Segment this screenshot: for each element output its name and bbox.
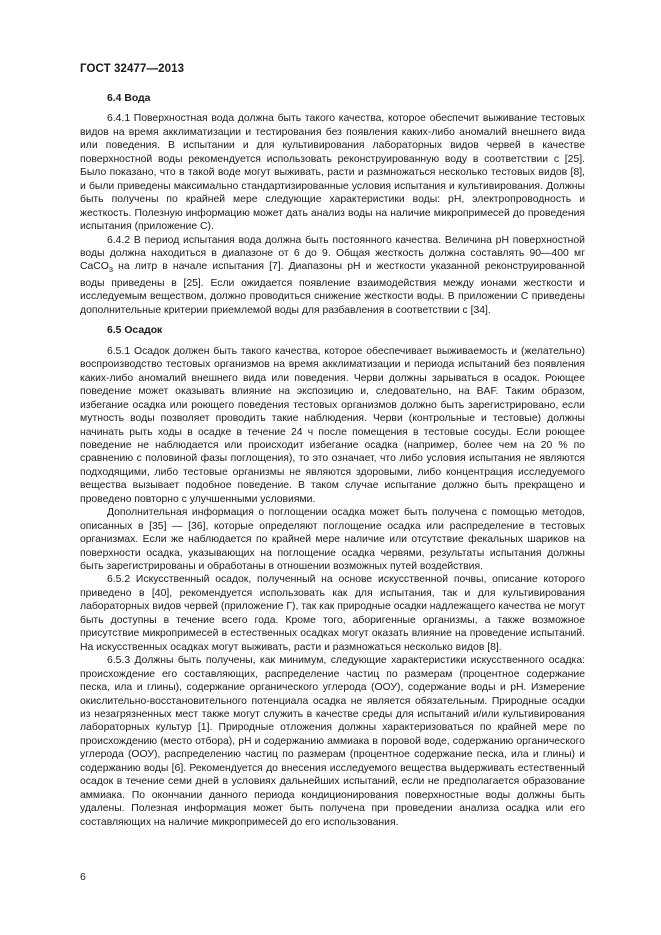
paragraph-6-5-1: 6.5.1 Осадок должен быть такого качества, которое обеспечивает выживаемость и (желательно) воспроизводство тестовых организмов на время акклиматизации и периода испытаний без появления каких-либо аномалий внешнего вида или поведения. Черви должны зарываться в осадок. Роющее поведение может оказывать влияние на экспозицию и, следовательно, на BAF. Таким образом, избегание осадка или роющего поведения тестовых организмов должно быть зарегистрировано, если мутность воды позволяет проводить такие наблюдения. Черви (контрольные и тестовые) должны начинать рыть ходы в осадке в течение 24 ч после помещения в тестовые сосуды. Если роющее поведение не наблюдается или происходит избегание осадка (например, более чем на 20 % по сравнению с половиной фазы поглощения), то это означает, что либо условия испытания не являются подходящими, либо тестовые организмы не являются здоровыми, либо концентрация исследуемого вещества вызывает подобное поведение. В таком случае испытание должно быть прекращено и проведено повторно с улучшенными условиями. <box>80 345 585 505</box>
document-body <box>80 92 585 829</box>
document-code-header: ГОСТ 32477—2013 <box>80 63 185 75</box>
paragraph-6-4-1: 6.4.1 Поверхностная вода должна быть такого качества, которое обеспечит выживание тестовых видов на время акклиматизации и тестирования без появления каких-либо аномалий внешнего вида или поведения. В испытании и для культивирования лабораторных видов червей в качестве поверхностной воды рекомендуется использовать реконструированную воду в соответствии с [25]. Было показано, что в такой воде могут выживать, расти и размножаться несколько тестовых видов [8], и были приведены максимально стандартизированные условия испытания и культивирования. Должны быть получены по крайней мере следующие характеристики воды: pH, электропроводность и жесткость. Полезную информацию может дать анализ воды на наличие микропримесей до проведения испытания (приложение С). <box>80 113 585 233</box>
paragraph-6-5-3: 6.5.3 Должны быть получены, как минимум, следующие характеристики искусственного осадка: происхождение его составляющих, распределение частиц по размерам (процентное содержание песка, ила и глины), содержание органического углерода (ООУ), содержание воды и pH. Измерение окислительно-восстановительного потенциала осадка не является обязательным. Природные осадки из незагрязненных мест также могут служить в качестве среды для испытаний и/или культивирования лабораторных культур [1]. Природные отложения должны характеризоваться по крайней мере по происхождению (место отбора), pH и содержанию аммиака в поровой воде, содержанию органического углерода (ООУ), распределению частиц по размерам (процентное содержание песка, ила и глины) и содержанию воды [6]. Рекомендуется до внесения исследуемого вещества выдерживать естественный осадок в течение семи дней в условиях дальнейших испытаний, если не предполагается образование аммиака. По окончании данного периода кондиционирования поверхностные воды должны быть удалены. Полезная информация может быть получена при проведении анализа осадка или его составляющих на наличие микропримесей до его использования. <box>80 655 585 828</box>
paragraph-6-4-2-text-start: 6.4.2 В период испытания вода должна быть постоянного качества. Величина pH поверхностной воды должна находиться в диапазоне от 6 до 9. Общая жесткость должна составлять 90—400 мг CaCO <box>80 234 585 273</box>
section-heading-water: 6.4 Вода <box>107 93 151 104</box>
page-number: 6 <box>80 871 86 883</box>
section-heading-sediment: 6.5 Осадок <box>107 325 163 337</box>
paragraph-additional-info: Дополнительная информация о поглощении осадка может быть получена с помощью методов, описанных в [35] — [36], которые определяют поглощение осадка или распределение в тестовых организмах. Если же наблюдается по крайней мере наличие или отсутствие фекальных шариков на поверхности осадка, указывающих на поглощение осадка червями, результаты испытания должны быть зарегистрированы и обработаны в отношении возможных путей воздействия. <box>80 507 585 573</box>
caco3-subscript: 3 <box>108 265 114 275</box>
paragraph-6-4-2 <box>80 234 585 318</box>
paragraph-6-5-2: 6.5.2 Искусственный осадок, полученный на основе искусственной почвы, описание которого приведено в [40], рекомендуется использовать как для испытания, так и для культивирования лабораторных видов червей (приложение Г), так как природные осадки надлежащего качества не могут быть доступны в течение всего года. Кроме того, аборигенные организмы, а также возможное присутствие микропримесей в естественных осадках могут оказать влияние на проведение испытаний. На искусственных осадках могут выживать, расти и размножаться несколько видов [8]. <box>80 574 585 653</box>
paragraph-6-4-2-text-end: на литр в начале испытания [7]. Диапазоны pH и жесткости указанной реконструированной воды приведены в [25]. Если ожидается появление взаимодействия между ионами жесткости и исследуемым веществом, должно проводиться снижение жесткости воды. В приложении С приведены дополнительные критерии приемлемой воды для разбавления в соответствии с [34]. <box>80 261 585 316</box>
